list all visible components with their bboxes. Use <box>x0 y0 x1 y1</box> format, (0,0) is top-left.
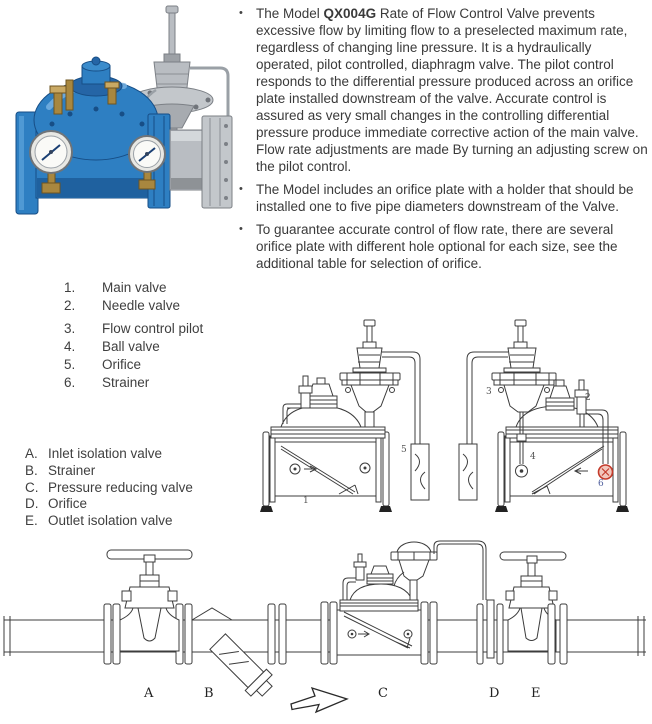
item-number: 3. <box>64 321 76 336</box>
list-item <box>25 463 193 480</box>
item-label: Strainer <box>102 375 150 390</box>
item-number: 1. <box>64 280 76 295</box>
list-item <box>25 513 193 530</box>
item-label: Strainer <box>48 462 96 478</box>
item-letter: D. <box>25 496 39 512</box>
list-item <box>25 446 193 463</box>
item-label: Orifice <box>102 357 142 372</box>
sensing-line <box>434 541 486 600</box>
item-label: Main valve <box>102 280 167 295</box>
schematic-left-drawing <box>243 316 455 556</box>
pipeline-label-e: E <box>531 686 541 701</box>
flange-pair <box>268 604 286 664</box>
item-letter: A. <box>25 446 38 461</box>
installation-diagram <box>0 538 652 724</box>
flow-direction-arrow-icon <box>291 688 347 712</box>
paragraph-text: The Model includes an orifice plate with a holder that should be installed one to five pipe diameters downstream of the Valve. <box>256 182 634 214</box>
installation-list <box>25 446 193 530</box>
label-pilot: 3 <box>486 387 492 397</box>
parts-list <box>64 279 203 392</box>
item-label: Orifice <box>48 496 88 512</box>
inlet-isolation-valve <box>104 550 192 664</box>
item-label: Pressure reducing valve <box>48 479 193 495</box>
bullet-icon: • <box>239 183 243 195</box>
item-number: 4. <box>64 339 76 354</box>
bullet-icon: • <box>239 223 243 235</box>
item-label: Needle valve <box>102 298 181 313</box>
outlet-isolation-valve <box>500 552 567 664</box>
item-number: 6. <box>64 375 76 390</box>
photo-outlet-spool <box>170 116 232 208</box>
label-needle-valve: 2 <box>585 393 591 403</box>
item-label: Outlet isolation valve <box>48 513 173 529</box>
bullet-icon: • <box>239 7 243 19</box>
list-item <box>64 338 203 356</box>
description-paragraph <box>239 5 650 175</box>
list-item <box>64 356 203 374</box>
pipeline-label-b: B <box>204 686 214 701</box>
list-item <box>64 374 203 392</box>
description-text <box>239 5 650 272</box>
paragraph-text: To guarantee accurate control of flow rate, there are several orifice plate with different hole optional for each size, see the additional table for selection of orifice. <box>256 222 618 271</box>
item-letter: C. <box>25 479 39 495</box>
item-number: 2. <box>64 298 76 313</box>
pressure-reducing-valve <box>321 542 437 664</box>
schematic-right-drawing <box>452 316 652 556</box>
item-letter: B. <box>25 462 38 478</box>
list-item <box>25 480 193 497</box>
pipeline-label-a: A <box>144 686 154 701</box>
item-label: Ball valve <box>102 339 160 354</box>
item-label: Flow control pilot <box>102 321 204 336</box>
item-number: 5. <box>64 357 76 372</box>
description-paragraph <box>239 221 650 272</box>
paragraph-text: The Model QX004G Rate of Flow Control Valve prevents excessive flow by limiting flow to a preselected maximum rate, regardless of changing line pressure. It is a hydraulically operated, pilot controlled, diaphragm valve. The pilot control responds to the differential pressure produced across an orifice plate installed downstream of the valve. Accurate control is assured as very small changes in the controlling differential pressure produce immediate corrective action of the main valve. Flow rate adjustments are made By turning an adjusting screw on the pilot control. <box>256 6 648 174</box>
schematic-pilot <box>340 320 400 427</box>
orifice-plate <box>477 600 503 664</box>
label-orifice: 5 <box>401 445 407 455</box>
label-main-valve: 1 <box>303 496 309 506</box>
list-item <box>64 297 203 315</box>
label-strainer: 6 <box>598 479 604 489</box>
pipeline-label-d: D <box>489 686 500 701</box>
schematic-strainer-marker <box>599 465 613 479</box>
item-label: Inlet isolation valve <box>48 446 163 461</box>
product-photo <box>4 2 248 270</box>
list-item <box>64 320 203 338</box>
list-item <box>64 279 203 297</box>
pipeline-label-c: C <box>378 686 388 701</box>
list-item <box>25 496 193 513</box>
item-letter: E. <box>25 513 38 529</box>
model-code: QX004G <box>323 6 377 21</box>
label-ball-valve: 4 <box>530 452 536 462</box>
description-paragraph <box>239 181 650 215</box>
